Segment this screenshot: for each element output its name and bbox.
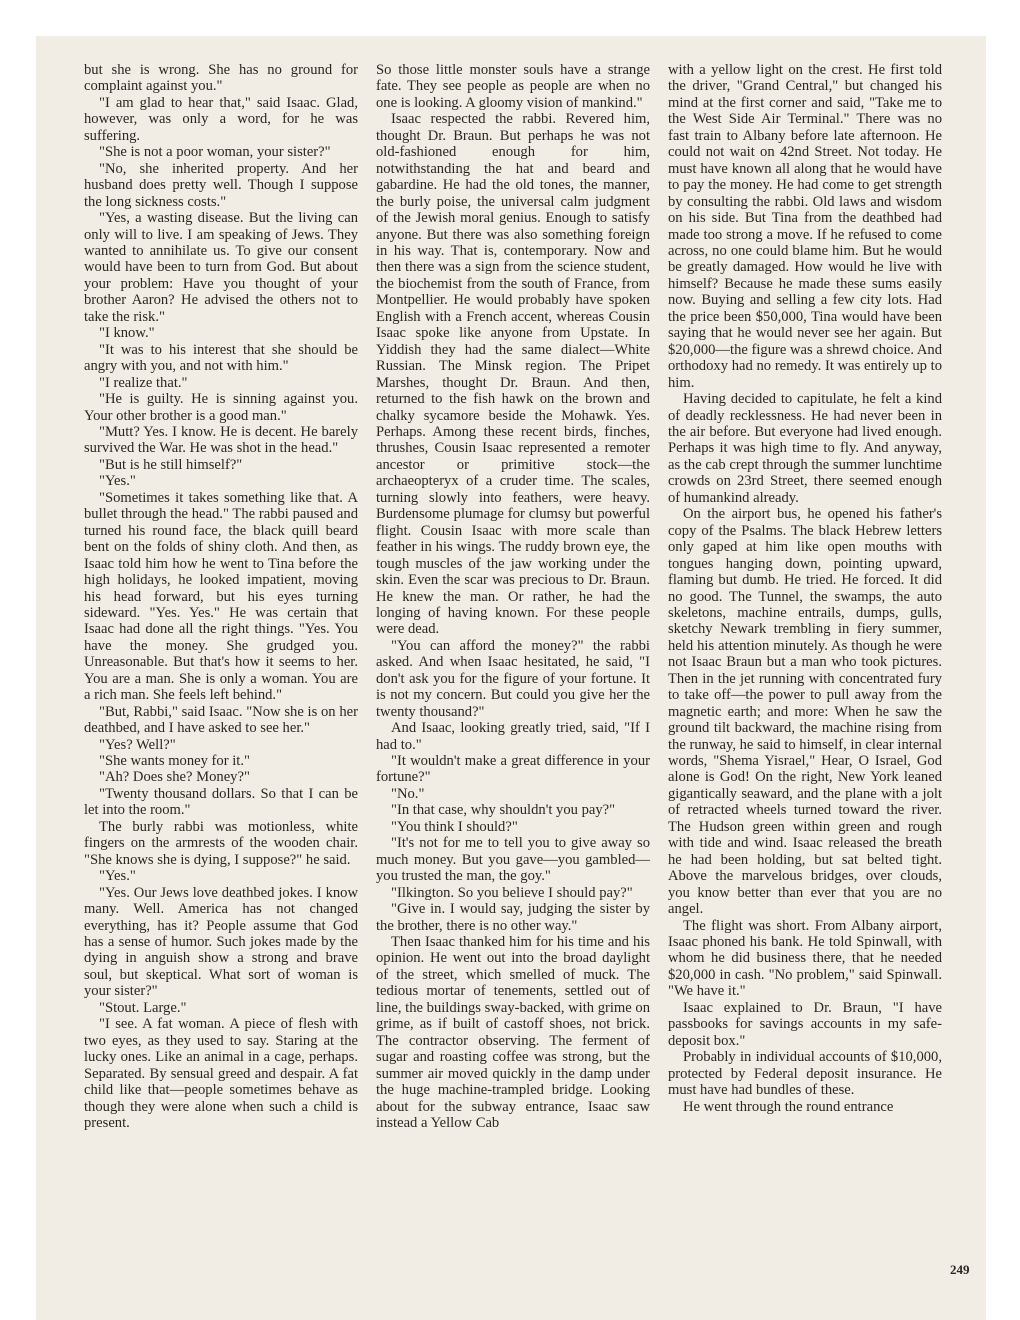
paragraph: "No, she inherited property. And her husband does pretty well. Though I suppose the long sickness costs." bbox=[84, 160, 358, 210]
paragraph: So those little monster souls have a strange fate. They see people as people are when no one is looking. A gloomy vision of mankind." bbox=[376, 62, 650, 111]
paragraph: Probably in individual accounts of $10,000, protected by Federal deposit insurance. He must have had bundles of these. bbox=[668, 1049, 942, 1099]
paragraph: "You can afford the money?" the rabbi asked. And when Isaac hesitated, he said, "I don't ask you for the figure of your fortune. It is not my concern. But could you give her the twenty thousand?" bbox=[376, 637, 650, 720]
paragraph: The burly rabbi was motionless, white fingers on the armrests of the wooden chair. "She knows she is dying, I suppose?" he said. bbox=[84, 818, 358, 868]
paragraph: On the airport bus, he opened his father's copy of the Psalms. The black Hebrew letters only gaped at him like open mouths with tongues hanging down, pointing upward, flaming but dumb. He tried. He forced. It did no good. The Tunnel, the swamps, the auto skeletons, machine entrails, dumps, gulls, sketchy Newark trembling in fiery summer, held his attention minutely. As though he were not Isaac Braun but a man who took pictures. Then in the jet running with concentrated fury to take off—the power to pull away from the magnetic earth; and more: When he saw the ground tilt backward, the machine rising from the runway, he said to himself, in clear internal words, "Shema Yisrael," Hear, O Israel, God alone is God! On the right, New York leaned gigantically seaward, and the plane with a jolt of retracted wheels turned toward the river. The Hudson green within green and rough with tide and wind. Isaac released the breath he had been holding, but sat belted tight. Above the marvelous bridges, over clouds, you know better than ever that you are no angel. bbox=[668, 506, 942, 918]
paragraph: "I know." bbox=[99, 325, 155, 342]
paragraph: "It was to his interest that she should be angry with you, and not with him." bbox=[84, 341, 358, 375]
text-column-1 bbox=[84, 62, 358, 1131]
paragraph: Isaac explained to Dr. Braun, "I have passbooks for savings accounts in my safe-deposit box." bbox=[668, 999, 942, 1049]
paragraph: "I see. A fat woman. A piece of flesh with two eyes, as they used to say. Staring at the lucky ones. Like an animal in a cage, perhaps. Separated. By sensual greed and despair. A fat child like that—people sometimes behave as though they were alone when such a child is present. bbox=[84, 1016, 358, 1131]
magazine-page bbox=[36, 36, 986, 1320]
paragraph: The flight was short. From Albany airport, Isaac phoned his bank. He told Spinwall, with whom he did business there, that he needed $20,000 in cash. "No problem," said Spinwall. "We have it." bbox=[668, 917, 942, 1000]
paragraph: "She is not a poor woman, your sister?" bbox=[99, 144, 331, 161]
paragraph: "I am glad to hear that," said Isaac. Glad, however, was only a word, for he was suffering. bbox=[84, 94, 358, 144]
paragraph: "In that case, why shouldn't you pay?" bbox=[391, 802, 616, 819]
paragraph: "It's not for me to tell you to give away so much money. But you gave—you gambled—you trusted the man, the goy." bbox=[376, 835, 650, 885]
paragraph: with a yellow light on the crest. He first told the driver, "Grand Central," but changed his mind at the first corner and said, "Take me to the West Side Air Terminal." There was no fast train to Albany before late afternoon. He could not wait on 42nd Street. Not today. He must have known all along that he would have to pay the money. He had come to get strength by consulting the rabbi. Old laws and wisdom on his side. But Tina from the deathbed had made too strong a move. If he refused to come across, no one could blame him. But he would be greatly damaged. How would he live with himself? Because he made these sums easily now. Buying and selling a few city lots. Had the price been $50,000, Tina would have been saying that he would never see her again. But $20,000—the figure was a shrewd choice. And orthodoxy had no remedy. It was entirely up to him. bbox=[668, 62, 942, 391]
paragraph: "I realize that." bbox=[99, 374, 188, 391]
paragraph: "It wouldn't make a great difference in your fortune?" bbox=[376, 753, 650, 786]
paragraph: "He is guilty. He is sinning against you. Your other brother is a good man." bbox=[84, 391, 358, 424]
paragraph: "Ilkington. So you believe I should pay?" bbox=[391, 884, 633, 901]
paragraph: "But is he still himself?" bbox=[99, 456, 243, 473]
paragraph: Then Isaac thanked him for his time and his opinion. He went out into the broad daylight of the street, which smelled of muck. The tedious mortar of tenements, settled out of line, the buildings sway-backed, with grime on grime, as if built of castoff shoes, not brick. The contractor observing. The ferment of sugar and roasting coffee was strong, but the summer air moved quickly in the damp under the huge machine-trampled bridge. Looking about for the subway entrance, Isaac saw instead a Yellow Cab bbox=[376, 934, 650, 1131]
paragraph: Having decided to capitulate, he felt a kind of deadly recklessness. He had never been in the air before. But everyone had lived enough. Perhaps it was high time to fly. And anyway, as the cab crept through the summer lunchtime crowds on 23rd Street, there seemed enough of humankind already. bbox=[668, 391, 942, 506]
paragraph: "Yes." bbox=[99, 868, 136, 885]
text-column-3 bbox=[668, 62, 942, 1115]
paragraph: "Stout. Large." bbox=[99, 999, 187, 1016]
paragraph: "Yes? Well?" bbox=[99, 736, 176, 753]
paragraph: "Give in. I would say, judging the sister by the brother, there is no other way." bbox=[376, 901, 650, 934]
paragraph: "You think I should?" bbox=[391, 818, 518, 835]
paragraph: "She wants money for it." bbox=[99, 753, 250, 770]
paragraph: "Sometimes it takes something like that. A bullet through the head." The rabbi paused and turned his round face, the black quill beard bent on the folds of shiny cloth. And then, as Isaac told him how he went to Tina before the high holidays, he looked impatient, moving his head forward, but his eyes turning sideward. "Yes. Yes." He was certain that Isaac had done all the right things. "Yes. You have the money. She grudged you. Unreasonable. But that's how it seems to her. You are a man. She is only a woman. You are a rich man. She feels left behind." bbox=[84, 489, 358, 704]
paragraph: "No." bbox=[391, 785, 425, 802]
paragraph: He went through the round entrance bbox=[683, 1098, 894, 1115]
paragraph: "Mutt? Yes. I know. He is decent. He barely survived the War. He was shot in the head." bbox=[84, 423, 358, 457]
paragraph: Isaac respected the rabbi. Revered him, thought Dr. Braun. But perhaps he was not old-fashioned enough for him, notwithstanding the hat and beard and gabardine. He had the old tones, the manner, the burly poise, the universal calm judgment of the Jewish moral genius. Enough to satisfy anyone. But there was also something foreign in his way. That is, contemporary. Now and then there was a sign from the science student, the biochemist from the south of France, from Montpellier. He would probably have spoken English with a French accent, whereas Cousin Isaac spoke like anyone from Upstate. In Yiddish they had the same dialect—White Russian. The Minsk region. The Pripet Marshes, thought Dr. Braun. And then, returned to the fish hawk on the brown and chalky sycamore beside the Mohawk. Yes. Perhaps. Among these recent birds, finches, thrushes, Cousin Isaac represented a remoter ancestor or primitive stock—the archaeopteryx of a cruder time. The scales, turning slowly into feathers, were heavy. Burdensome plumage for clumsy but powerful flight. Cousin Isaac with more scale than feather in his wings. The ruddy brown eye, the tough muscles of the jaw working under the skin. Even the scar was precious to Dr. Braun. He knew the man. Or rather, he had the longing of having known. For these people were dead. bbox=[376, 111, 650, 638]
paragraph: "Yes." bbox=[99, 473, 136, 490]
paragraph: "Ah? Does she? Money?" bbox=[99, 769, 250, 786]
paragraph: "Twenty thousand dollars. So that I can be let into the room." bbox=[84, 785, 358, 819]
paragraph: "But, Rabbi," said Isaac. "Now she is on her deathbed, and I have asked to see her." bbox=[84, 703, 358, 737]
paragraph: "Yes, a wasting disease. But the living can only will to live. I am speaking of Jews. They wanted to annihilate us. To give our consent would have been to turn from God. But about your problem: Have you thought of your brother Aaron? He advised the others not to take the risk." bbox=[84, 210, 358, 325]
text-column-2 bbox=[376, 62, 650, 1131]
page-number: 249 bbox=[950, 1262, 970, 1277]
paragraph: And Isaac, looking greatly tried, said, "If I had to." bbox=[376, 720, 650, 753]
paragraph: "Yes. Our Jews love deathbed jokes. I know many. Well. America has not changed everything, has it? People assume that God has a sense of humor. Such jokes made by the dying in anguish show a strong and brave soul, but skeptical. What sort of woman is your sister?" bbox=[84, 884, 358, 1000]
paragraph: but she is wrong. She has no ground for complaint against you." bbox=[84, 62, 358, 95]
